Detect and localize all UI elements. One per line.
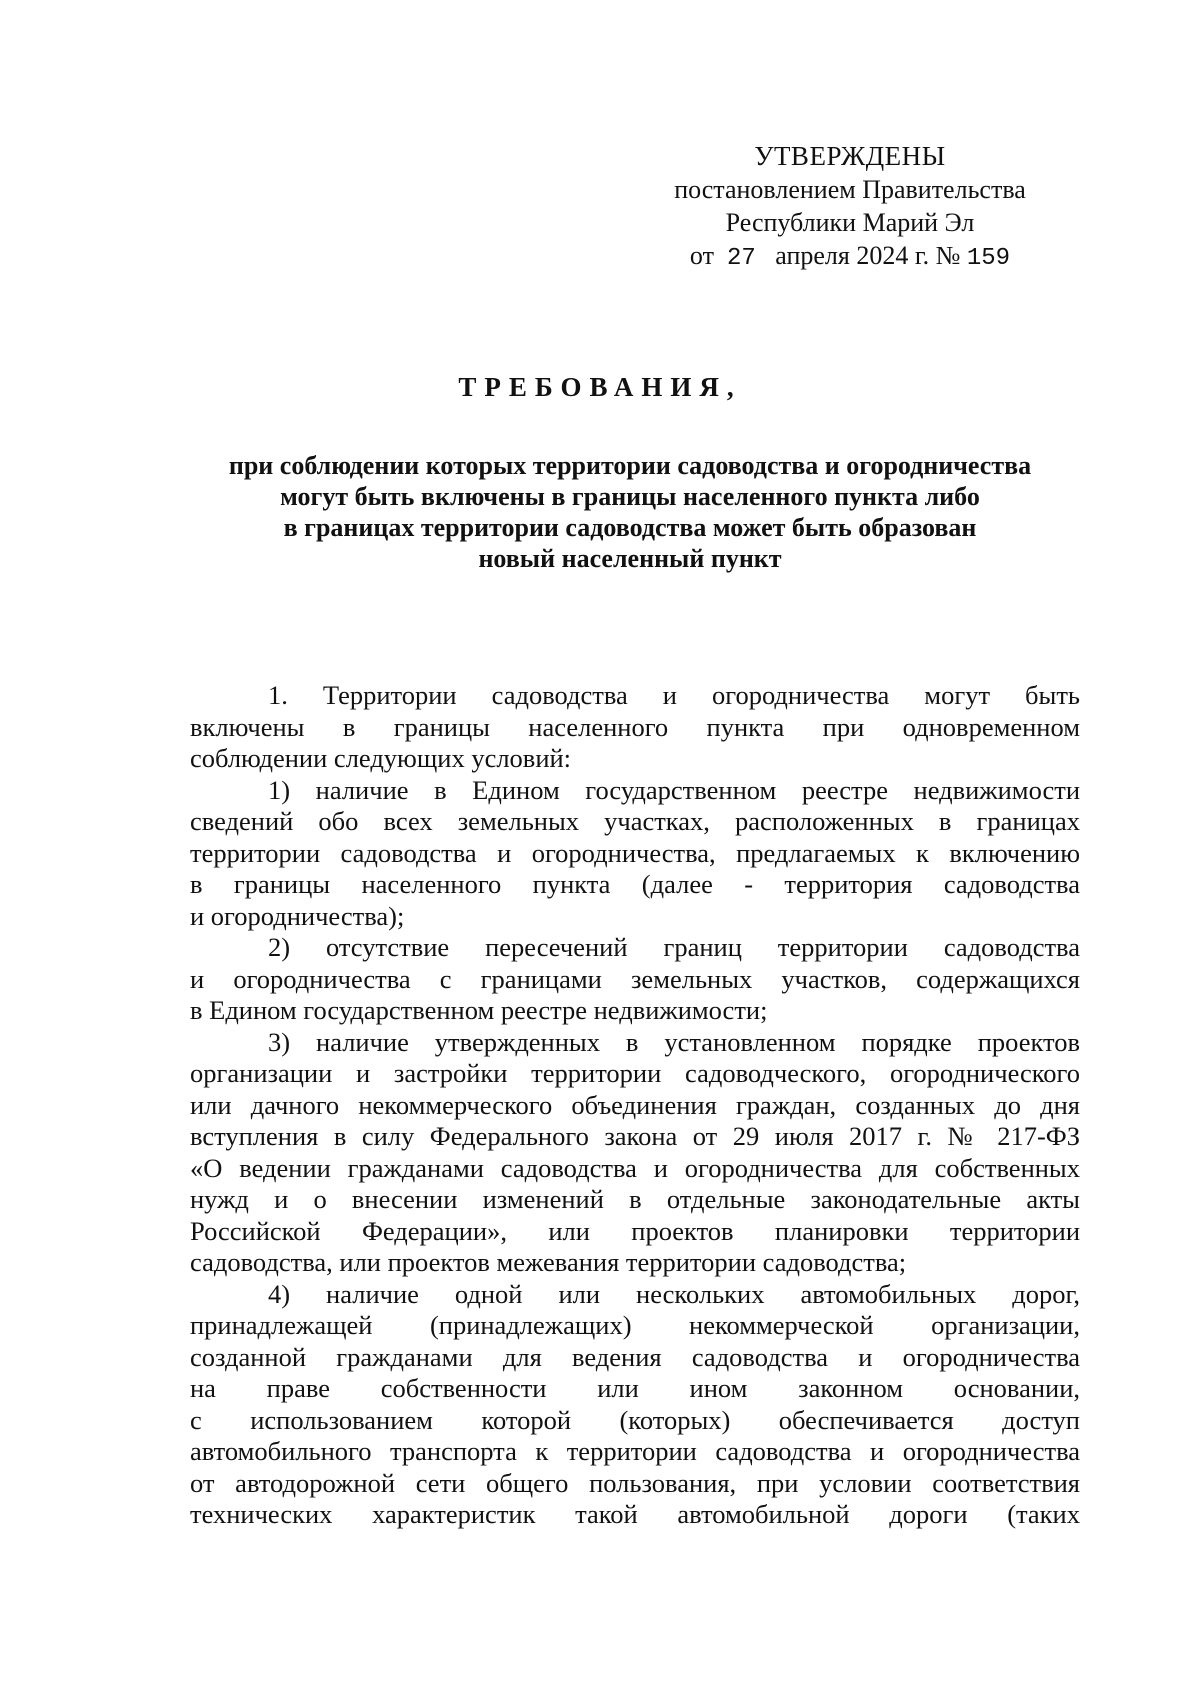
paragraph-line: соблюдении следующих условий: xyxy=(190,743,572,773)
paragraph-line: нужд и о внесении изменений в отдельные законодательные акты xyxy=(190,1184,1080,1214)
paragraph-line: сведений обо всех земельных участках, расположенных в границах xyxy=(190,806,1080,836)
subtitle-line: могут быть включены в границы населенного пункта либо xyxy=(280,482,980,511)
paragraph-line: с использованием которой (которых) обеспечивается доступ xyxy=(190,1404,1080,1435)
paragraph-line: в границы населенного пункта (далее - территория садоводства xyxy=(190,869,1080,899)
paragraph-line: 2) отсутствие пересечений границ территории садоводства xyxy=(268,932,1080,962)
paragraph-line: вступления в силу Федерального закона от 29 июля 2017 г. № 217-ФЗ xyxy=(190,1121,1080,1151)
paragraph-line: 3) наличие утвержденных в установленном порядке проектов xyxy=(268,1026,1080,1057)
subtitle-line: новый населенный пункт xyxy=(478,544,782,573)
paragraph-line: на праве собственности или ином законном основании, xyxy=(190,1373,1080,1403)
date-prefix: от xyxy=(689,241,714,270)
paragraph-line: и огородничества); xyxy=(190,900,405,931)
paragraph-line: созданной гражданами для ведения садоводства и огородничества xyxy=(190,1341,1080,1372)
paragraph xyxy=(190,1027,1080,1279)
document-body xyxy=(190,680,1080,1531)
paragraph-line: технических характеристик такой автомобильной дороги (таких xyxy=(190,1499,1080,1529)
paragraph-line: от автодорожной сети общего пользования, при условии соответствия xyxy=(190,1467,1080,1498)
paragraph-line: или дачного некоммерческого объединения граждан, созданных до дня xyxy=(190,1089,1080,1120)
subtitle-line: в границах территории садоводства может быть образован xyxy=(283,513,977,542)
approval-number: 159 xyxy=(966,245,1011,272)
paragraph xyxy=(190,680,1080,775)
approval-block xyxy=(640,140,1060,275)
approval-line-2: Республики Марий Эл xyxy=(725,208,975,237)
approval-line-1: постановлением Правительства xyxy=(674,175,1026,204)
paragraph-line: автомобильного транспорта к территории садоводства и огородничества xyxy=(190,1436,1080,1466)
paragraph-line: включены в границы населенного пункта при одновременном xyxy=(190,711,1080,742)
paragraph-line: 4) наличие одной или нескольких автомобильных дорог, xyxy=(268,1278,1080,1309)
document-subtitle xyxy=(180,450,1080,574)
paragraph-line: садоводства, или проектов межевания территории садоводства; xyxy=(190,1247,907,1277)
paragraph xyxy=(190,775,1080,933)
date-month-year: апреля 2024 г. № xyxy=(775,241,961,270)
paragraph-line: территории садоводства и огородничества, предлагаемых к включению xyxy=(190,837,1080,868)
paragraph-line: организации и застройки территории садоводческого, огороднического xyxy=(190,1058,1080,1088)
approval-title: УТВЕРЖДЕНЫ xyxy=(754,141,946,171)
paragraph-line: Российской Федерации», или проектов планировки территории xyxy=(190,1215,1080,1246)
subtitle-line: при соблюдении которых территории садоводства и огородничества xyxy=(228,451,1032,480)
paragraph-line: 1. Территории садоводства и огородничества могут быть xyxy=(268,680,1080,710)
approval-day: 27 xyxy=(726,245,756,272)
paragraph-line: «О ведении гражданами садоводства и огородничества для собственных xyxy=(190,1152,1080,1183)
paragraph xyxy=(190,932,1080,1027)
paragraph-line: 1) наличие в Едином государственном реестре недвижимости xyxy=(268,774,1080,805)
approval-date-line xyxy=(640,239,1060,275)
document-title: ТРЕБОВАНИЯ, xyxy=(458,372,742,402)
paragraph xyxy=(190,1279,1080,1531)
paragraph-line: принадлежащей (принадлежащих) некоммерческой организации, xyxy=(190,1310,1080,1340)
paragraph-line: и огородничества с границами земельных участков, содержащихся xyxy=(190,963,1080,994)
paragraph-line: в Едином государственном реестре недвижимости; xyxy=(190,995,768,1025)
